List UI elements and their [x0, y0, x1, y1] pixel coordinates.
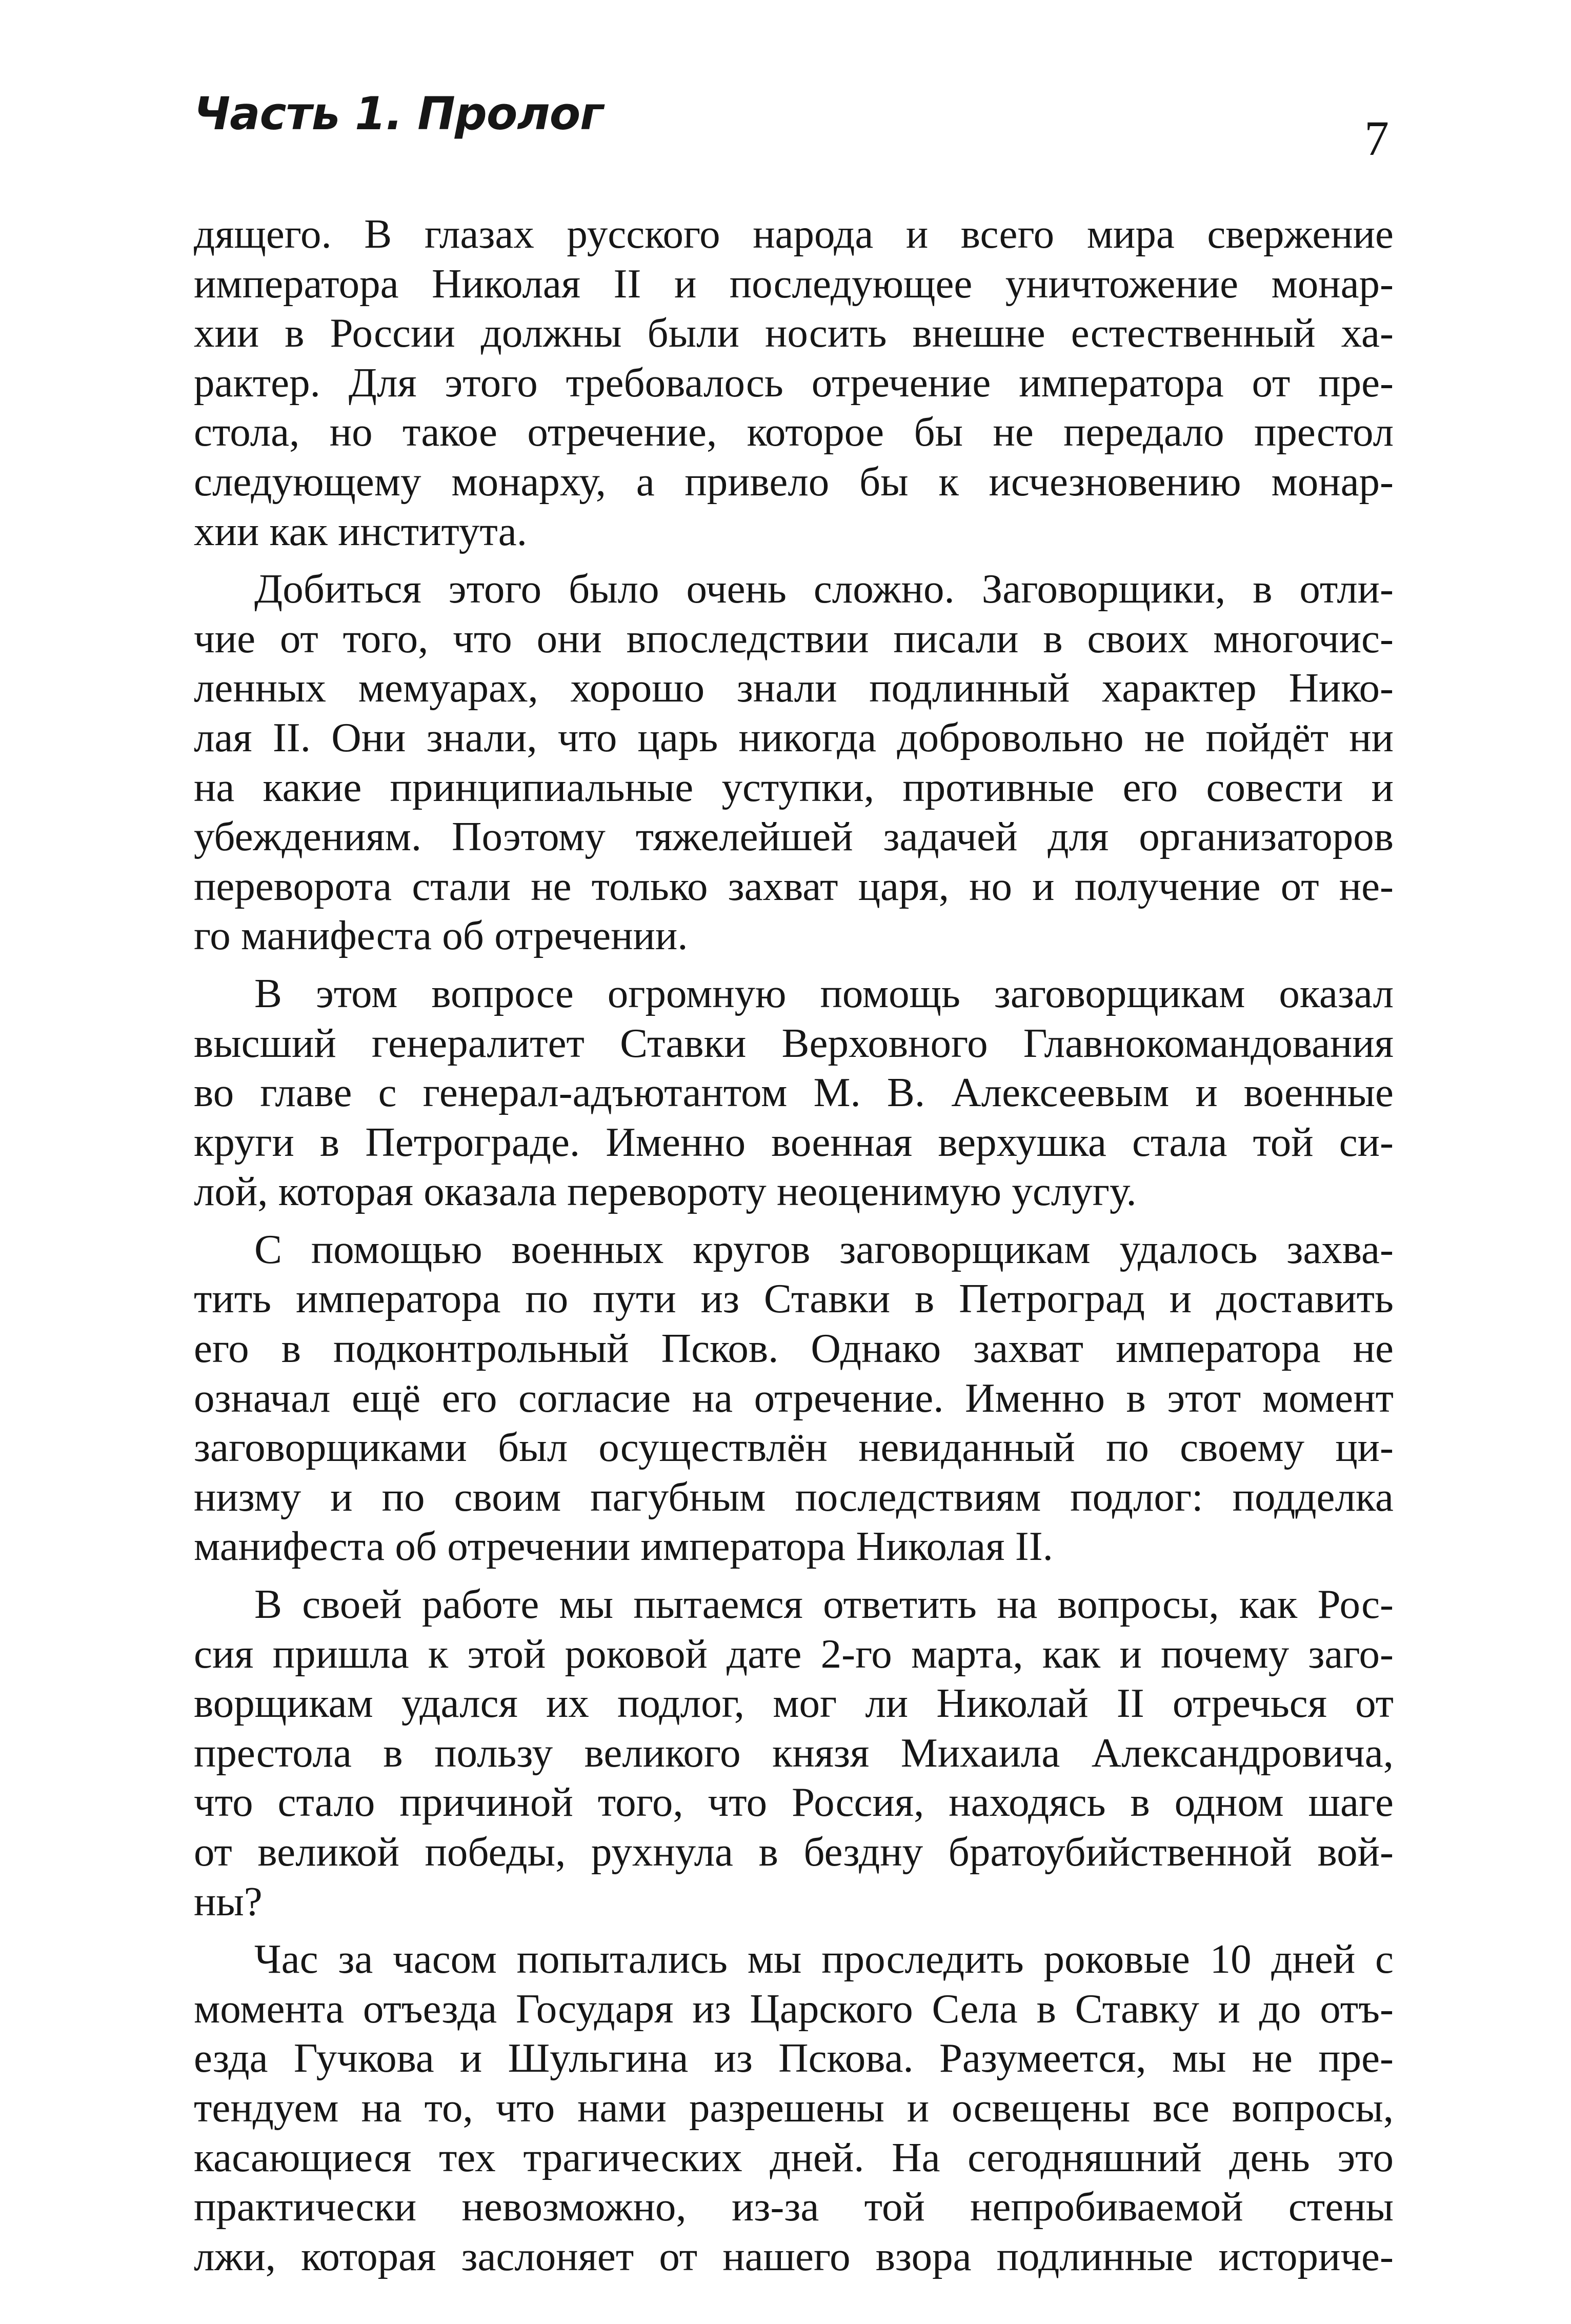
text-line: го манифеста об отречении.	[194, 912, 688, 959]
text-line: лой, которая оказала перевороту неоценимую услугу.	[194, 1168, 1137, 1215]
paragraph	[194, 1579, 1394, 1926]
text-line: высший генералитет Ставки Верховного Главнокомандования	[194, 1019, 1394, 1066]
text-line: касающиеся тех трагических дней. На сегодняшний день это	[194, 2134, 1394, 2180]
body-text	[194, 209, 1394, 2289]
paragraph	[194, 564, 1394, 960]
text-line: императора Николая II и последующее уничтожение монар-	[194, 260, 1394, 307]
text-line: круги в Петрограде. Именно военная верхушка стала той си-	[194, 1118, 1394, 1165]
text-line: низму и по своим пагубным последствиям подлог: подделка	[194, 1473, 1394, 1520]
text-line: убеждениям. Поэтому тяжелейшей задачей для организаторов	[194, 813, 1394, 860]
paragraph	[194, 1934, 1394, 2281]
text-line: заговорщиками был осуществлён невиданный по своему ци-	[194, 1424, 1394, 1471]
running-head: Часть 1. Пролог	[194, 87, 603, 140]
text-line: переворота стали не только захват царя, но и получение от не-	[194, 863, 1394, 909]
text-line: чие от того, что они впоследствии писали в своих многочис-	[194, 615, 1394, 662]
text-line: Добиться этого было очень сложно. Заговорщики, в отли-	[254, 566, 1394, 612]
text-line: В этом вопросе огромную помощь заговорщикам оказал	[254, 970, 1394, 1016]
text-line: хии в России должны были носить внешне естественный ха-	[194, 310, 1394, 356]
text-line: тендуем на то, что нами разрешены и освещены все вопросы,	[194, 2084, 1394, 2131]
text-line: ворщикам удался их подлог, мог ли Николай II отречься от	[194, 1680, 1394, 1727]
paragraph	[194, 969, 1394, 1216]
text-line: сия пришла к этой роковой дате 2-го марта, как и почему заго-	[194, 1630, 1394, 1677]
text-line: езда Гучкова и Шульгина из Пскова. Разумеется, мы не пре-	[194, 2035, 1394, 2081]
text-line: момента отъезда Государя из Царского Села в Ставку и до отъ-	[194, 1985, 1394, 2032]
text-line: означал ещё его согласие на отречение. Именно в этот момент	[194, 1374, 1394, 1421]
text-line: рактер. Для этого требовалось отречение императора от пре-	[194, 359, 1394, 406]
text-line: хии как института.	[194, 508, 527, 554]
text-line: ленных мемуарах, хорошо знали подлинный характер Нико-	[194, 665, 1394, 711]
text-line: от великой победы, рухнула в бездну братоубийственной вой-	[194, 1829, 1394, 1875]
text-line: престола в пользу великого князя Михаила Александровича,	[194, 1729, 1394, 1776]
text-line: практически невозможно, из-за той непробиваемой стены	[194, 2183, 1394, 2230]
text-line: В своей работе мы пытаемся ответить на вопросы, как Рос-	[254, 1581, 1394, 1628]
text-line: С помощью военных кругов заговорщикам удалось захва-	[254, 1226, 1394, 1272]
text-line: дящего. В глазах русского народа и всего мира свержение	[194, 211, 1394, 257]
text-line: лжи, которая заслоняет от нашего взора подлинные историче-	[194, 2233, 1394, 2279]
paragraph	[194, 1225, 1394, 1571]
text-line: Час за часом попытались мы проследить роковые 10 дней с	[254, 1936, 1394, 1982]
text-line: на какие принципиальные уступки, противные его совести и	[194, 764, 1394, 810]
text-line: что стало причиной того, что Россия, находясь в одном шаге	[194, 1779, 1394, 1826]
paragraph	[194, 209, 1394, 556]
text-line: стола, но такое отречение, которое бы не передало престол	[194, 409, 1394, 455]
text-line: тить императора по пути из Ставки в Петроград и доставить	[194, 1275, 1394, 1322]
text-line: ны?	[194, 1878, 263, 1925]
text-line: лая II. Они знали, что царь никогда добровольно не пойдёт ни	[194, 714, 1394, 760]
text-line: манифеста об отречении императора Николая II.	[194, 1523, 1053, 1570]
text-line: его в подконтрольный Псков. Однако захват императора не	[194, 1325, 1394, 1372]
page-number: 7	[1364, 111, 1389, 166]
text-line: во главе с генерал-адъютантом М. В. Алексеевым и военные	[194, 1069, 1394, 1116]
text-line: следующему монарху, а привело бы к исчезновению монар-	[194, 458, 1394, 505]
